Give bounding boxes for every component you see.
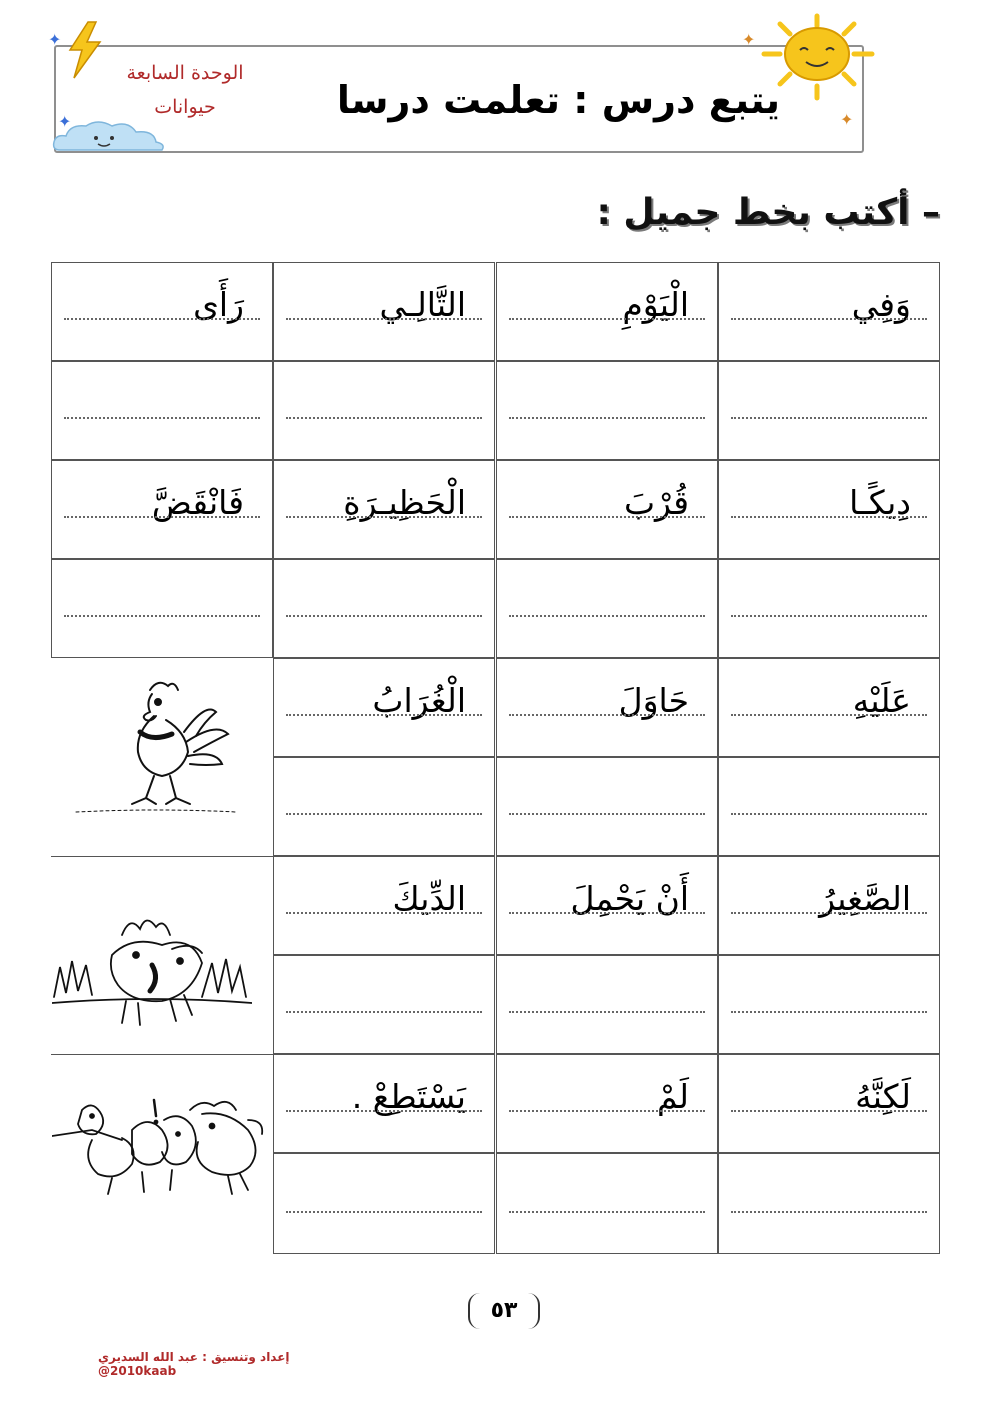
sparkle-icon: ✦ xyxy=(48,30,62,49)
word-text: الدِّيكَ xyxy=(392,879,466,918)
writing-line[interactable] xyxy=(509,318,705,320)
writing-line[interactable] xyxy=(509,417,705,419)
writing-line[interactable] xyxy=(731,417,927,419)
word-cell xyxy=(51,262,273,361)
word-text: الْغُرَابُ xyxy=(372,681,466,720)
writing-line[interactable] xyxy=(509,1211,705,1213)
word-cell xyxy=(273,658,495,757)
writing-line[interactable] xyxy=(509,516,705,518)
writing-line[interactable] xyxy=(286,516,482,518)
word-text: حَاوَلَ xyxy=(618,681,689,720)
writing-line[interactable] xyxy=(731,912,927,914)
word-text: رَأَى xyxy=(193,285,244,324)
word-text: قُرْبَ xyxy=(623,483,689,522)
word-text: أَنْ يَحْمِلَ xyxy=(570,879,689,918)
writing-line[interactable] xyxy=(509,615,705,617)
word-text: عَلَيْهِ xyxy=(852,681,911,720)
page-number: ٥٣ xyxy=(468,1293,540,1329)
word-text: الصَّغِيرُ xyxy=(819,879,911,918)
word-text: لَمْ xyxy=(656,1077,689,1116)
practice-cell xyxy=(51,559,273,658)
word-cell xyxy=(718,856,940,955)
word-cell xyxy=(496,1054,718,1153)
crow-and-rooster-illustration xyxy=(52,905,252,1035)
writing-line[interactable] xyxy=(731,1110,927,1112)
practice-cell xyxy=(496,955,718,1054)
practice-cell xyxy=(496,1153,718,1254)
writing-line[interactable] xyxy=(731,714,927,716)
word-text: يَسْتَطِعْ . xyxy=(351,1077,466,1116)
unit-title: الوحدة السابعة xyxy=(126,62,244,84)
word-cell xyxy=(496,658,718,757)
word-cell xyxy=(718,460,940,559)
sparkle-icon: ✦ xyxy=(742,30,756,49)
writing-line[interactable] xyxy=(64,318,260,320)
writing-line[interactable] xyxy=(286,813,482,815)
writing-line[interactable] xyxy=(286,615,482,617)
practice-cell xyxy=(496,361,718,460)
footer-credit: إعداد وتنسيق : عبد الله السديري 2010kaab@ xyxy=(98,1350,290,1378)
lesson-title: يتبع درس : تعلمت درسا xyxy=(336,78,780,122)
writing-line[interactable] xyxy=(731,813,927,815)
word-cell xyxy=(51,460,273,559)
word-cell xyxy=(496,460,718,559)
writing-line[interactable] xyxy=(286,1110,482,1112)
word-cell xyxy=(718,658,940,757)
practice-cell xyxy=(718,955,940,1054)
practice-cell xyxy=(718,1153,940,1254)
writing-line[interactable] xyxy=(64,615,260,617)
word-text: التَّالِـي xyxy=(379,285,466,324)
word-text: الْيَوْمِ xyxy=(622,285,689,324)
word-cell xyxy=(273,856,495,955)
writing-line[interactable] xyxy=(509,813,705,815)
word-text: دِيكًـا xyxy=(849,483,911,522)
word-cell xyxy=(718,262,940,361)
writing-line[interactable] xyxy=(509,1110,705,1112)
writing-line[interactable] xyxy=(286,417,482,419)
writing-line[interactable] xyxy=(731,318,927,320)
sparkle-icon: ✦ xyxy=(58,112,72,131)
word-cell xyxy=(273,1054,495,1153)
word-cell xyxy=(496,262,718,361)
illustration-divider xyxy=(51,1054,274,1055)
word-cell xyxy=(273,262,495,361)
practice-cell xyxy=(51,361,273,460)
writing-line[interactable] xyxy=(509,912,705,914)
practice-cell xyxy=(273,757,495,856)
word-cell xyxy=(496,856,718,955)
illustration-divider xyxy=(51,856,274,857)
practice-cell xyxy=(718,757,940,856)
unit-subtitle: حيوانات xyxy=(154,96,216,118)
practice-cell xyxy=(718,361,940,460)
writing-line[interactable] xyxy=(731,1011,927,1013)
word-text: فَانْقَضَّ xyxy=(151,483,244,522)
writing-line[interactable] xyxy=(731,615,927,617)
word-cell xyxy=(718,1054,940,1153)
practice-cell xyxy=(273,1153,495,1254)
writing-line[interactable] xyxy=(731,516,927,518)
word-cell xyxy=(273,460,495,559)
practice-cell xyxy=(718,559,940,658)
word-text: وَفِي xyxy=(851,285,911,324)
chickens-illustration xyxy=(52,1090,264,1200)
sparkle-icon: ✦ xyxy=(840,110,854,129)
rooster-illustration xyxy=(66,672,256,822)
practice-cell xyxy=(273,559,495,658)
practice-cell xyxy=(496,757,718,856)
writing-line[interactable] xyxy=(286,912,482,914)
writing-line[interactable] xyxy=(64,516,260,518)
writing-line[interactable] xyxy=(286,714,482,716)
writing-line[interactable] xyxy=(286,1011,482,1013)
cloud-icon xyxy=(50,118,170,154)
practice-cell xyxy=(273,955,495,1054)
writing-line[interactable] xyxy=(731,1211,927,1213)
writing-line[interactable] xyxy=(286,318,482,320)
writing-line[interactable] xyxy=(509,714,705,716)
word-text: لَكِنَّهُ xyxy=(855,1077,911,1116)
writing-line[interactable] xyxy=(509,1011,705,1013)
practice-cell xyxy=(496,559,718,658)
instruction-heading: – أكتب بخط جميل : xyxy=(596,192,940,233)
writing-line[interactable] xyxy=(64,417,260,419)
practice-cell xyxy=(273,361,495,460)
writing-line[interactable] xyxy=(286,1211,482,1213)
word-text: الْحَظِيـرَةِ xyxy=(343,483,466,522)
